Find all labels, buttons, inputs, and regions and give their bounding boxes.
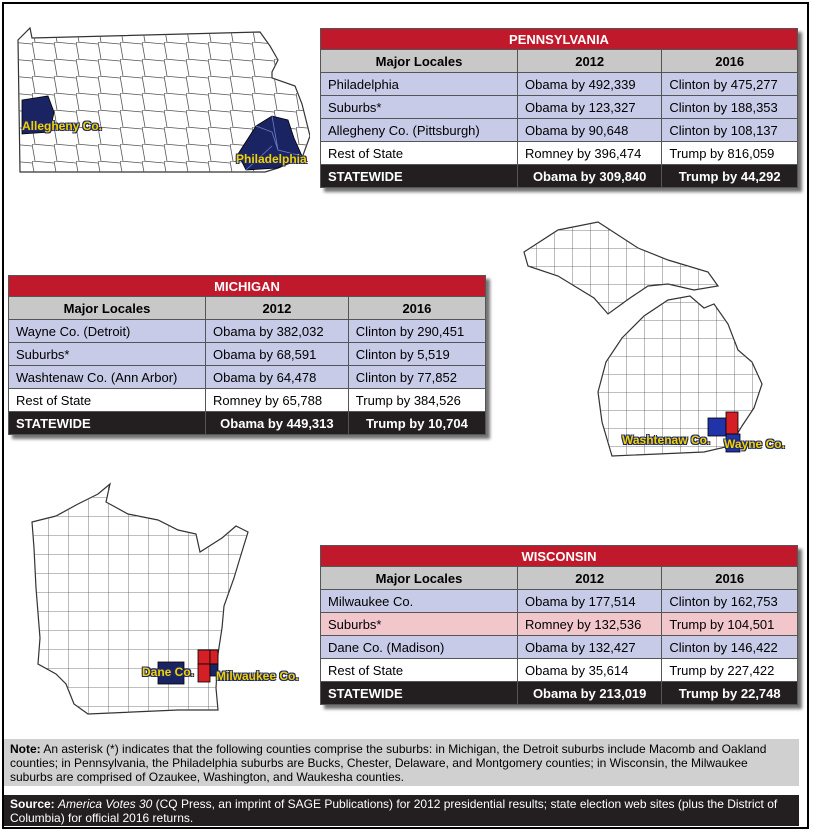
result-2012-cell: Obama by 68,591 bbox=[206, 343, 349, 366]
statewide-row bbox=[9, 412, 486, 435]
locale-cell: Rest of State bbox=[9, 389, 206, 412]
table-row bbox=[9, 320, 486, 343]
wisconsin-title: WISCONSIN bbox=[321, 546, 798, 567]
statewide-row bbox=[321, 165, 798, 188]
pennsylvania-title: PENNSYLVANIA bbox=[321, 29, 798, 50]
table-row bbox=[9, 389, 486, 412]
wayne-map-label: Wayne Co. bbox=[724, 437, 785, 451]
michigan-map bbox=[518, 212, 788, 470]
result-2016-cell: Trump by 227,422 bbox=[662, 659, 798, 682]
result-2016-cell: Clinton by 5,519 bbox=[348, 343, 485, 366]
statewide-2016: Trump by 10,704 bbox=[348, 412, 485, 435]
header-locales: Major Locales bbox=[321, 50, 518, 73]
result-2016-cell: Clinton by 475,277 bbox=[662, 73, 798, 96]
locale-cell: Dane Co. (Madison) bbox=[321, 636, 518, 659]
table-row bbox=[321, 142, 798, 165]
result-2012-cell: Obama by 123,327 bbox=[518, 96, 662, 119]
table-row bbox=[321, 659, 798, 682]
header-2012: 2012 bbox=[518, 50, 662, 73]
result-2012-cell: Obama by 177,514 bbox=[518, 590, 662, 613]
table-row bbox=[321, 96, 798, 119]
milwaukee-map-label: Milwaukee Co. bbox=[216, 669, 299, 683]
locale-cell: Philadelphia bbox=[321, 73, 518, 96]
statewide-2012: Obama by 309,840 bbox=[518, 165, 662, 188]
locale-cell: Milwaukee Co. bbox=[321, 590, 518, 613]
source-text: (CQ Press, an imprint of SAGE Publications) for 2012 presidential results; state election web sites (plus the District of Columbia) for official 2016 returns. bbox=[10, 797, 778, 825]
statewide-2016: Trump by 22,748 bbox=[662, 682, 798, 705]
table-row bbox=[321, 119, 798, 142]
table-row bbox=[9, 366, 486, 389]
table-row bbox=[9, 343, 486, 366]
result-2016-cell: Trump by 816,059 bbox=[662, 142, 798, 165]
locale-cell: Allegheny Co. (Pittsburgh) bbox=[321, 119, 518, 142]
result-2012-cell: Romney by 396,474 bbox=[518, 142, 662, 165]
locale-cell: Rest of State bbox=[321, 142, 518, 165]
statewide-label: STATEWIDE bbox=[9, 412, 206, 435]
result-2012-cell: Romney by 132,536 bbox=[518, 613, 662, 636]
result-2016-cell: Clinton by 290,451 bbox=[348, 320, 485, 343]
result-2012-cell: Romney by 65,788 bbox=[206, 389, 349, 412]
result-2016-cell: Clinton by 162,753 bbox=[662, 590, 798, 613]
pennsylvania-table bbox=[320, 28, 798, 188]
header-2016: 2016 bbox=[348, 297, 485, 320]
philadelphia-map-label: Philadelphia bbox=[236, 152, 307, 166]
source-title: America Votes 30 bbox=[58, 797, 153, 811]
dane-map-label: Dane Co. bbox=[142, 665, 195, 679]
wisconsin-map bbox=[28, 478, 268, 722]
result-2016-cell: Clinton by 146,422 bbox=[662, 636, 798, 659]
allegheny-map-label: Allegheny Co. bbox=[22, 119, 103, 133]
michigan-table bbox=[8, 275, 486, 435]
locale-cell: Washtenaw Co. (Ann Arbor) bbox=[9, 366, 206, 389]
result-2012-cell: Obama by 132,427 bbox=[518, 636, 662, 659]
locale-cell: Suburbs* bbox=[321, 96, 518, 119]
statewide-2016: Trump by 44,292 bbox=[662, 165, 798, 188]
locale-cell: Rest of State bbox=[321, 659, 518, 682]
source-label: Source: bbox=[10, 797, 55, 811]
note-text: An asterisk (*) indicates that the following counties comprise the suburbs: in Michigan, the Detroit suburbs include Macomb and Oakland counties; in Pennsylvania, the Philadelphia suburbs are Bucks, Chester, Delaware, and Montgomery counties; in Wisconsin, the Milwaukee suburbs are comprised of Ozaukee, Washington, and Waukesha counties. bbox=[10, 742, 767, 784]
table-row bbox=[321, 73, 798, 96]
locale-cell: Wayne Co. (Detroit) bbox=[9, 320, 206, 343]
note-label: Note: bbox=[10, 742, 41, 756]
washtenaw-map-label: Washtenaw Co. bbox=[622, 433, 711, 447]
result-2016-cell: Trump by 104,501 bbox=[662, 613, 798, 636]
result-2016-cell: Clinton by 188,353 bbox=[662, 96, 798, 119]
statewide-label: STATEWIDE bbox=[321, 165, 518, 188]
header-2012: 2012 bbox=[518, 567, 662, 590]
statewide-label: STATEWIDE bbox=[321, 682, 518, 705]
result-2012-cell: Obama by 90,648 bbox=[518, 119, 662, 142]
header-2016: 2016 bbox=[662, 567, 798, 590]
table-row bbox=[321, 613, 798, 636]
result-2016-cell: Clinton by 108,137 bbox=[662, 119, 798, 142]
result-2012-cell: Obama by 64,478 bbox=[206, 366, 349, 389]
footnote bbox=[4, 739, 799, 786]
wisconsin-table bbox=[320, 545, 798, 705]
header-2016: 2016 bbox=[662, 50, 798, 73]
header-locales: Major Locales bbox=[9, 297, 206, 320]
result-2016-cell: Clinton by 77,852 bbox=[348, 366, 485, 389]
result-2012-cell: Obama by 492,339 bbox=[518, 73, 662, 96]
result-2012-cell: Obama by 35,614 bbox=[518, 659, 662, 682]
table-row bbox=[321, 590, 798, 613]
result-2012-cell: Obama by 382,032 bbox=[206, 320, 349, 343]
statewide-2012: Obama by 213,019 bbox=[518, 682, 662, 705]
statewide-2012: Obama by 449,313 bbox=[206, 412, 349, 435]
header-locales: Major Locales bbox=[321, 567, 518, 590]
header-2012: 2012 bbox=[206, 297, 349, 320]
statewide-row bbox=[321, 682, 798, 705]
michigan-title: MICHIGAN bbox=[9, 276, 486, 297]
locale-cell: Suburbs* bbox=[9, 343, 206, 366]
locale-cell: Suburbs* bbox=[321, 613, 518, 636]
result-2016-cell: Trump by 384,526 bbox=[348, 389, 485, 412]
source-credit bbox=[4, 795, 799, 826]
table-row bbox=[321, 636, 798, 659]
